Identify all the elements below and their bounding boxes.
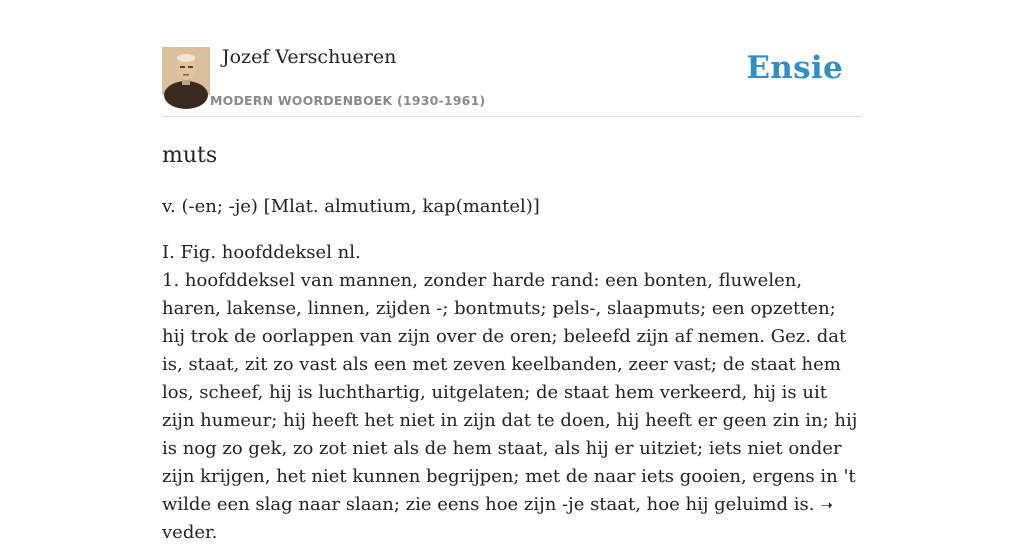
headword: muts [162,143,218,168]
sense-1-text: 1. hoofddeksel van mannen, zonder harde rand: een bonten, fluwelen, haren, lakense, linnen, zijden -; bontmuts; pels-, slaapmuts; een opzetten; hij trok de oorlappen van zijn over de oren; beleefd zijn af nemen. Gez. dat is, staat, zit zo vast als een met zeven keelbanden, zeer vast; de staat hem los, scheef, hij is luchthartig, uitgelaten; de staat hem verkeerd, hij is uit zijn humeur; hij heeft het niet in zijn dat te doen, hij heeft er geen zin in; hij is nog zo gek, zo zot niet als de hem staat, als hij er uitziet; iets niet onder zijn krijgen, het niet kunnen begrijpen; met de naar iets gooien, ergens in 't wilde een slag naar slaan; zie eens hoe zijn -je staat, hoe hij geluimd is. [162,270,858,515]
author-avatar[interactable] [162,47,210,95]
portrait-icon [162,47,210,95]
grammar-info: v. (-en; -je) [Mlat. almutium, kap(mantel)] [162,196,540,217]
see-also-link[interactable]: veder. [162,522,218,543]
definition-block [162,239,862,547]
dictionary-source[interactable]: MODERN WOORDENBOEK (1930-1961) [210,93,486,108]
sense-1 [162,267,862,547]
author-name[interactable]: Jozef Verschueren [222,46,397,68]
site-logo[interactable]: Ensie [746,50,843,86]
sense-heading: I. Fig. hoofddeksel nl. [162,242,361,263]
page-container [162,0,862,543]
arrow-right-icon: ➝ [820,496,833,514]
entry-header [162,0,862,117]
